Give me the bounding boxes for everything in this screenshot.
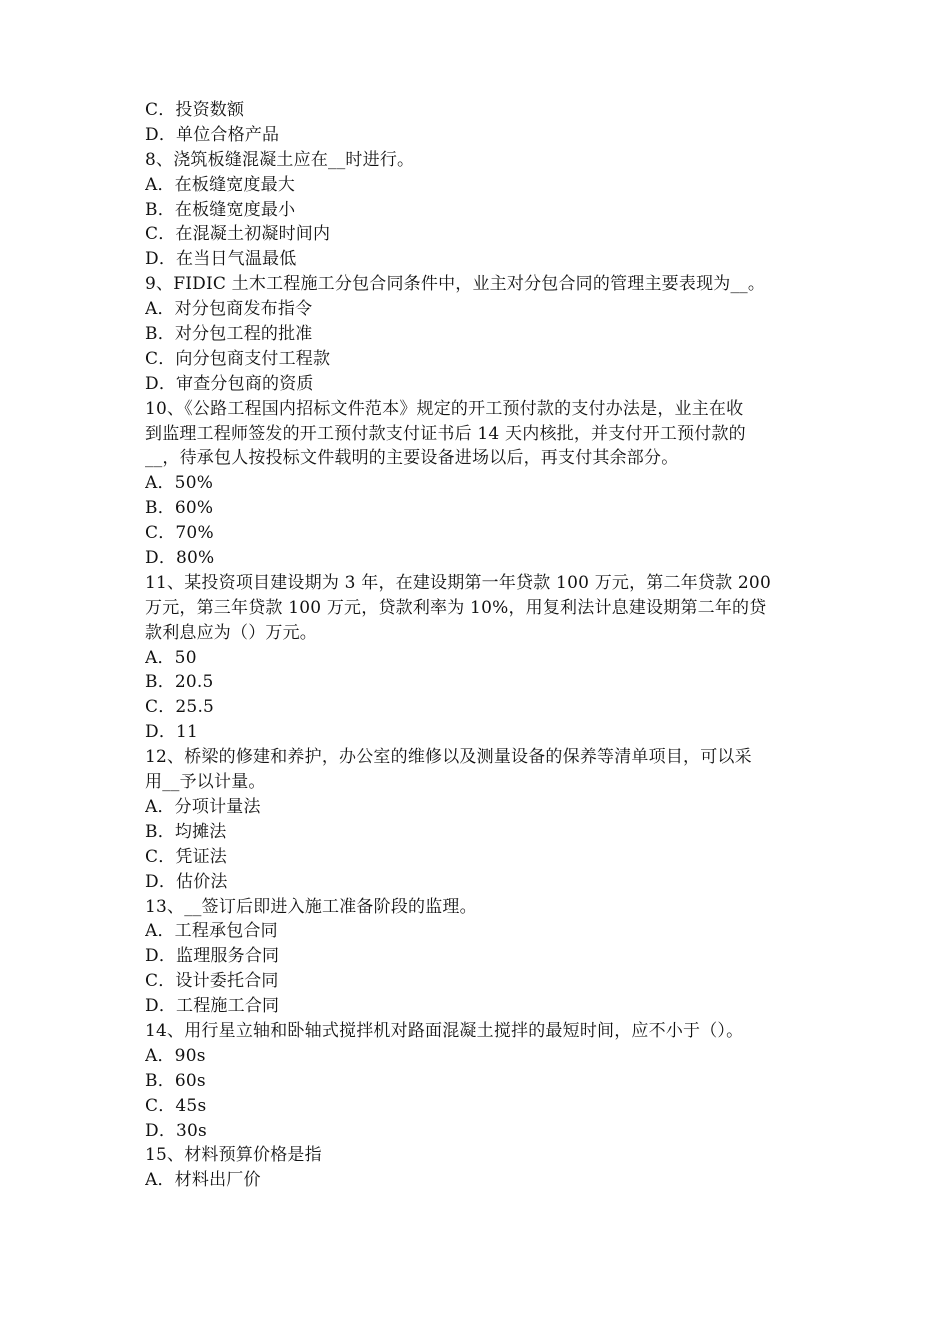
text-line: B．在板缝宽度最小 [145,199,296,220]
text-line: B．20.5 [145,672,214,693]
text-line: 用__予以计量。 [145,772,266,793]
text-line: A．90s [145,1045,206,1066]
text-line: A．50 [145,647,197,668]
text-line: A．工程承包合同 [145,921,278,942]
text-line: C．45s [145,1095,207,1116]
text-line: D．80% [145,548,215,569]
text-line: C．向分包商支付工程款 [145,348,331,369]
text-line: 12、桥梁的修建和养护，办公室的维修以及测量设备的保养等清单项目，可以采 [145,747,752,768]
text-line: D．在当日气温最低 [145,249,297,270]
text-line: D．监理服务合同 [145,946,280,967]
text-line: C．在混凝土初凝时间内 [145,224,331,245]
text-line: 13、__签订后即进入施工准备阶段的监理。 [145,896,477,917]
text-line: D．估价法 [145,871,228,892]
text-line: 15、材料预算价格是指 [145,1145,322,1166]
text-line: 到监理工程师签发的开工预付款支付证书后 14 天内核批，并支付开工预付款的 [145,423,746,444]
text-line: D．单位合格产品 [145,124,280,145]
text-line: B．均摊法 [145,821,227,842]
text-line: 款利息应为（）万元。 [145,622,317,643]
text-line: B．60s [145,1070,206,1091]
text-line: D．工程施工合同 [145,996,280,1017]
text-line: A．在板缝宽度最大 [145,174,296,195]
text-line: C．投资数额 [145,100,245,120]
text-line: 14、用行星立轴和卧轴式搅拌机对路面混凝土搅拌的最短时间，应不小于（）。 [145,1020,744,1041]
text-line: D．30s [145,1120,207,1141]
text-line: A．材料出厂价 [145,1170,261,1191]
text-line: C．设计委托合同 [145,971,279,992]
text-line: C．25.5 [145,697,215,718]
text-line: D．审查分包商的资质 [145,373,314,394]
text-line: A．分项计量法 [145,796,261,817]
text-line: 9、FIDIC 土木工程施工分包合同条件中，业主对分包合同的管理主要表现为__。 [145,274,766,295]
text-line: 8、浇筑板缝混凝土应在__时进行。 [145,149,415,170]
text-line: 11、某投资项目建设期为 3 年，在建设期第一年贷款 100 万元，第二年贷款 200 [145,572,771,593]
text-line: B．对分包工程的批准 [145,324,313,345]
text-line: D．11 [145,722,199,743]
text-line: A．对分包商发布指令 [145,299,313,320]
text-line: 10、《公路工程国内招标文件范本》规定的开工预付款的支付办法是，业主在收 [145,398,744,419]
text-line: __，待承包人按投标文件载明的主要设备进场以后，再支付其余部分。 [145,448,679,469]
text-line: B．60% [145,498,214,519]
text-line: A．50% [145,473,214,494]
text-line: C．70% [145,523,214,544]
exam-questions [145,98,810,1193]
text-line: 万元，第三年贷款 100 万元，贷款利率为 10%，用复利法计息建设期第二年的贷 [145,597,767,618]
text-line: C．凭证法 [145,846,228,867]
